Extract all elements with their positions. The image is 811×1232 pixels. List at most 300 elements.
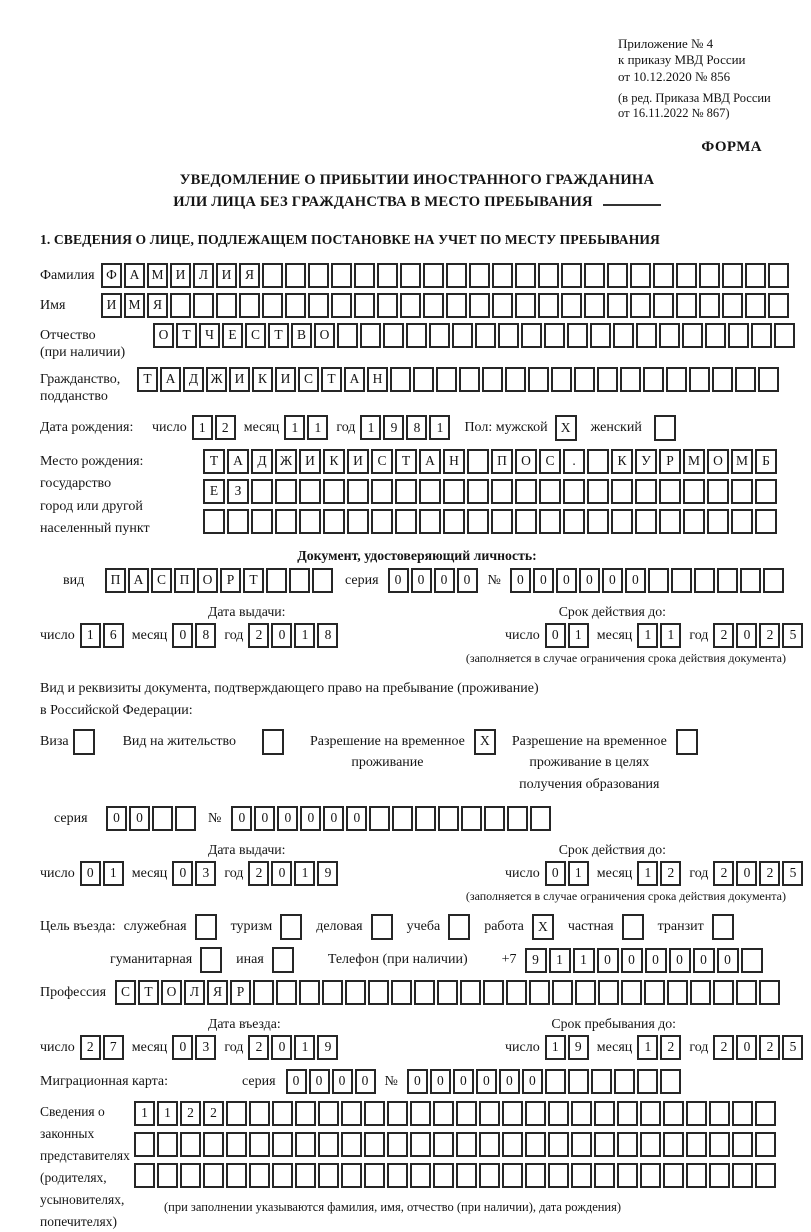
char-cell[interactable]	[414, 980, 435, 1005]
char-cell[interactable]: X	[474, 729, 496, 755]
char-cell[interactable]: 0	[533, 568, 554, 593]
char-cell[interactable]	[467, 509, 489, 534]
char-cell[interactable]: А	[344, 367, 365, 392]
char-cell[interactable]	[383, 323, 404, 348]
char-cell[interactable]	[768, 263, 789, 288]
char-cell[interactable]: Т	[243, 568, 264, 593]
char-cell[interactable]: 5	[782, 861, 803, 886]
char-cell[interactable]: 0	[602, 568, 623, 593]
char-cell[interactable]: 2	[660, 861, 681, 886]
char-cell[interactable]	[758, 367, 779, 392]
char-cell[interactable]: 5	[782, 1035, 803, 1060]
char-cell[interactable]	[341, 1101, 362, 1126]
char-cell[interactable]	[663, 1132, 684, 1157]
char-cell[interactable]	[308, 263, 329, 288]
char-cell[interactable]	[410, 1163, 431, 1188]
char-cell[interactable]: 2	[248, 623, 269, 648]
char-cell[interactable]	[571, 1101, 592, 1126]
char-cell[interactable]	[371, 914, 393, 940]
char-cell[interactable]	[584, 263, 605, 288]
char-cell[interactable]	[226, 1163, 247, 1188]
char-cell[interactable]: 1	[568, 623, 589, 648]
char-cell[interactable]	[686, 1163, 707, 1188]
char-cell[interactable]	[611, 479, 633, 504]
char-cell[interactable]	[341, 1163, 362, 1188]
char-cell[interactable]	[429, 323, 450, 348]
char-cell[interactable]: 0	[669, 948, 691, 973]
char-cell[interactable]: Т	[395, 449, 417, 474]
char-cell[interactable]	[475, 323, 496, 348]
char-cell[interactable]: Я	[239, 263, 260, 288]
char-cell[interactable]: У	[635, 449, 657, 474]
char-cell[interactable]	[443, 509, 465, 534]
char-cell[interactable]	[506, 980, 527, 1005]
char-cell[interactable]: Т	[176, 323, 197, 348]
char-cell[interactable]	[663, 1101, 684, 1126]
char-cell[interactable]	[671, 568, 692, 593]
char-cell[interactable]	[561, 263, 582, 288]
char-cell[interactable]	[479, 1101, 500, 1126]
char-cell[interactable]	[446, 293, 467, 318]
char-cell[interactable]	[170, 293, 191, 318]
char-cell[interactable]: 0	[106, 806, 127, 831]
char-cell[interactable]	[452, 323, 473, 348]
char-cell[interactable]	[249, 1101, 270, 1126]
char-cell[interactable]: 7	[103, 1035, 124, 1060]
char-cell[interactable]	[525, 1101, 546, 1126]
char-cell[interactable]: М	[147, 263, 168, 288]
char-cell[interactable]: 1	[573, 948, 595, 973]
char-cell[interactable]	[345, 980, 366, 1005]
char-cell[interactable]	[544, 323, 565, 348]
char-cell[interactable]	[676, 293, 697, 318]
char-cell[interactable]	[299, 479, 321, 504]
char-cell[interactable]	[469, 293, 490, 318]
char-cell[interactable]	[587, 509, 609, 534]
char-cell[interactable]	[387, 1101, 408, 1126]
char-cell[interactable]	[732, 1132, 753, 1157]
char-cell[interactable]: Ж	[206, 367, 227, 392]
char-cell[interactable]: Т	[321, 367, 342, 392]
char-cell[interactable]	[759, 980, 780, 1005]
char-cell[interactable]: О	[153, 323, 174, 348]
char-cell[interactable]	[395, 479, 417, 504]
char-cell[interactable]	[308, 293, 329, 318]
char-cell[interactable]	[484, 806, 505, 831]
char-cell[interactable]	[755, 479, 777, 504]
char-cell[interactable]	[611, 509, 633, 534]
char-cell[interactable]	[731, 509, 753, 534]
char-cell[interactable]	[251, 479, 273, 504]
char-cell[interactable]: 0	[476, 1069, 497, 1094]
char-cell[interactable]: Я	[207, 980, 228, 1005]
char-cell[interactable]: 0	[411, 568, 432, 593]
char-cell[interactable]: А	[160, 367, 181, 392]
char-cell[interactable]: 0	[129, 806, 150, 831]
char-cell[interactable]	[152, 806, 173, 831]
char-cell[interactable]	[347, 479, 369, 504]
char-cell[interactable]	[369, 806, 390, 831]
char-cell[interactable]	[299, 980, 320, 1005]
char-cell[interactable]: 1	[637, 1035, 658, 1060]
char-cell[interactable]	[337, 323, 358, 348]
char-cell[interactable]	[636, 323, 657, 348]
char-cell[interactable]: 2	[215, 415, 236, 440]
char-cell[interactable]: 3	[195, 861, 216, 886]
char-cell[interactable]	[643, 367, 664, 392]
char-cell[interactable]	[552, 980, 573, 1005]
char-cell[interactable]: 1	[134, 1101, 155, 1126]
char-cell[interactable]	[364, 1101, 385, 1126]
char-cell[interactable]: 1	[192, 415, 213, 440]
char-cell[interactable]	[400, 263, 421, 288]
char-cell[interactable]	[545, 1069, 566, 1094]
char-cell[interactable]	[193, 293, 214, 318]
char-cell[interactable]	[249, 1132, 270, 1157]
char-cell[interactable]: 2	[713, 1035, 734, 1060]
char-cell[interactable]: 0	[499, 1069, 520, 1094]
char-cell[interactable]: X	[532, 914, 554, 940]
char-cell[interactable]	[607, 293, 628, 318]
char-cell[interactable]	[203, 1132, 224, 1157]
char-cell[interactable]	[621, 980, 642, 1005]
char-cell[interactable]: О	[314, 323, 335, 348]
char-cell[interactable]: 8	[317, 623, 338, 648]
char-cell[interactable]	[483, 980, 504, 1005]
char-cell[interactable]	[538, 263, 559, 288]
char-cell[interactable]: 1	[80, 623, 101, 648]
char-cell[interactable]: 0	[172, 861, 193, 886]
char-cell[interactable]	[594, 1163, 615, 1188]
char-cell[interactable]	[272, 947, 294, 973]
char-cell[interactable]	[660, 1069, 681, 1094]
char-cell[interactable]	[251, 509, 273, 534]
char-cell[interactable]: 0	[597, 948, 619, 973]
char-cell[interactable]	[272, 1101, 293, 1126]
char-cell[interactable]	[539, 479, 561, 504]
char-cell[interactable]: 9	[525, 948, 547, 973]
char-cell[interactable]: 9	[383, 415, 404, 440]
char-cell[interactable]	[276, 980, 297, 1005]
char-cell[interactable]: Л	[184, 980, 205, 1005]
char-cell[interactable]: 1	[294, 623, 315, 648]
char-cell[interactable]	[682, 323, 703, 348]
char-cell[interactable]: 6	[103, 623, 124, 648]
char-cell[interactable]	[740, 568, 761, 593]
char-cell[interactable]: Т	[137, 367, 158, 392]
char-cell[interactable]: 2	[180, 1101, 201, 1126]
char-cell[interactable]	[410, 1132, 431, 1157]
char-cell[interactable]	[289, 568, 310, 593]
char-cell[interactable]	[561, 293, 582, 318]
char-cell[interactable]: 2	[80, 1035, 101, 1060]
char-cell[interactable]: 1	[284, 415, 305, 440]
char-cell[interactable]: 8	[406, 415, 427, 440]
char-cell[interactable]: 0	[625, 568, 646, 593]
char-cell[interactable]	[456, 1132, 477, 1157]
char-cell[interactable]	[364, 1132, 385, 1157]
char-cell[interactable]: Е	[203, 479, 225, 504]
char-cell[interactable]	[591, 1069, 612, 1094]
char-cell[interactable]: И	[170, 263, 191, 288]
char-cell[interactable]: 1	[103, 861, 124, 886]
char-cell[interactable]	[479, 1163, 500, 1188]
char-cell[interactable]	[323, 509, 345, 534]
char-cell[interactable]: А	[124, 263, 145, 288]
char-cell[interactable]	[768, 293, 789, 318]
char-cell[interactable]: 0	[323, 806, 344, 831]
char-cell[interactable]: Р	[230, 980, 251, 1005]
char-cell[interactable]	[443, 479, 465, 504]
char-cell[interactable]	[469, 263, 490, 288]
char-cell[interactable]	[413, 367, 434, 392]
char-cell[interactable]	[515, 293, 536, 318]
char-cell[interactable]: И	[216, 263, 237, 288]
char-cell[interactable]: 0	[388, 568, 409, 593]
char-cell[interactable]: 8	[195, 623, 216, 648]
char-cell[interactable]	[377, 263, 398, 288]
char-cell[interactable]	[584, 293, 605, 318]
char-cell[interactable]	[502, 1132, 523, 1157]
char-cell[interactable]	[203, 1163, 224, 1188]
char-cell[interactable]	[667, 980, 688, 1005]
char-cell[interactable]	[741, 948, 763, 973]
char-cell[interactable]: З	[227, 479, 249, 504]
char-cell[interactable]	[575, 980, 596, 1005]
char-cell[interactable]	[587, 479, 609, 504]
char-cell[interactable]	[617, 1132, 638, 1157]
char-cell[interactable]	[630, 293, 651, 318]
char-cell[interactable]	[663, 1163, 684, 1188]
char-cell[interactable]	[262, 263, 283, 288]
char-cell[interactable]	[419, 479, 441, 504]
char-cell[interactable]: О	[161, 980, 182, 1005]
char-cell[interactable]	[415, 806, 436, 831]
char-cell[interactable]	[331, 263, 352, 288]
char-cell[interactable]: 1	[360, 415, 381, 440]
char-cell[interactable]	[467, 449, 489, 474]
char-cell[interactable]: 0	[172, 1035, 193, 1060]
char-cell[interactable]: 5	[782, 623, 803, 648]
char-cell[interactable]	[745, 293, 766, 318]
char-cell[interactable]	[318, 1132, 339, 1157]
char-cell[interactable]	[635, 509, 657, 534]
char-cell[interactable]	[505, 367, 526, 392]
char-cell[interactable]	[446, 263, 467, 288]
char-cell[interactable]	[521, 323, 542, 348]
char-cell[interactable]: О	[197, 568, 218, 593]
char-cell[interactable]: 0	[621, 948, 643, 973]
char-cell[interactable]: М	[731, 449, 753, 474]
char-cell[interactable]	[709, 1163, 730, 1188]
char-cell[interactable]	[676, 729, 698, 755]
char-cell[interactable]: 0	[271, 623, 292, 648]
char-cell[interactable]	[707, 479, 729, 504]
char-cell[interactable]	[239, 293, 260, 318]
char-cell[interactable]: 0	[510, 568, 531, 593]
char-cell[interactable]	[551, 367, 572, 392]
char-cell[interactable]	[354, 293, 375, 318]
char-cell[interactable]	[461, 806, 482, 831]
char-cell[interactable]	[492, 263, 513, 288]
char-cell[interactable]	[617, 1163, 638, 1188]
char-cell[interactable]	[637, 1069, 658, 1094]
char-cell[interactable]	[528, 367, 549, 392]
char-cell[interactable]	[180, 1132, 201, 1157]
char-cell[interactable]	[491, 479, 513, 504]
char-cell[interactable]	[456, 1101, 477, 1126]
char-cell[interactable]	[438, 806, 459, 831]
char-cell[interactable]: 0	[300, 806, 321, 831]
char-cell[interactable]	[275, 479, 297, 504]
char-cell[interactable]	[705, 323, 726, 348]
char-cell[interactable]: А	[128, 568, 149, 593]
char-cell[interactable]	[73, 729, 95, 755]
char-cell[interactable]: 1	[660, 623, 681, 648]
char-cell[interactable]	[728, 323, 749, 348]
char-cell[interactable]: 1	[637, 861, 658, 886]
char-cell[interactable]	[563, 479, 585, 504]
char-cell[interactable]: П	[105, 568, 126, 593]
char-cell[interactable]: И	[299, 449, 321, 474]
char-cell[interactable]	[134, 1132, 155, 1157]
char-cell[interactable]: 0	[309, 1069, 330, 1094]
char-cell[interactable]	[659, 479, 681, 504]
char-cell[interactable]	[712, 914, 734, 940]
char-cell[interactable]: Я	[147, 293, 168, 318]
char-cell[interactable]	[364, 1163, 385, 1188]
char-cell[interactable]	[423, 293, 444, 318]
char-cell[interactable]: 0	[736, 861, 757, 886]
char-cell[interactable]: О	[515, 449, 537, 474]
char-cell[interactable]	[617, 1101, 638, 1126]
char-cell[interactable]: 0	[355, 1069, 376, 1094]
char-cell[interactable]: 9	[317, 861, 338, 886]
char-cell[interactable]	[157, 1132, 178, 1157]
char-cell[interactable]	[755, 1101, 776, 1126]
char-cell[interactable]: 0	[545, 623, 566, 648]
char-cell[interactable]	[406, 323, 427, 348]
char-cell[interactable]	[448, 914, 470, 940]
char-cell[interactable]	[722, 293, 743, 318]
char-cell[interactable]	[175, 806, 196, 831]
char-cell[interactable]: 2	[248, 861, 269, 886]
char-cell[interactable]	[354, 263, 375, 288]
char-cell[interactable]	[699, 263, 720, 288]
char-cell[interactable]	[654, 415, 676, 441]
char-cell[interactable]	[249, 1163, 270, 1188]
char-cell[interactable]	[318, 1163, 339, 1188]
char-cell[interactable]	[622, 914, 644, 940]
char-cell[interactable]: 1	[294, 861, 315, 886]
char-cell[interactable]	[694, 568, 715, 593]
char-cell[interactable]	[371, 479, 393, 504]
char-cell[interactable]: 1	[549, 948, 571, 973]
char-cell[interactable]: Н	[367, 367, 388, 392]
char-cell[interactable]: 1	[568, 861, 589, 886]
char-cell[interactable]	[666, 367, 687, 392]
char-cell[interactable]: 2	[248, 1035, 269, 1060]
char-cell[interactable]: 2	[203, 1101, 224, 1126]
char-cell[interactable]	[492, 293, 513, 318]
char-cell[interactable]: М	[124, 293, 145, 318]
char-cell[interactable]	[530, 806, 551, 831]
char-cell[interactable]	[285, 293, 306, 318]
char-cell[interactable]	[387, 1132, 408, 1157]
char-cell[interactable]	[640, 1101, 661, 1126]
char-cell[interactable]	[200, 947, 222, 973]
char-cell[interactable]	[548, 1101, 569, 1126]
char-cell[interactable]: 0	[645, 948, 667, 973]
char-cell[interactable]: Т	[138, 980, 159, 1005]
char-cell[interactable]	[653, 263, 674, 288]
char-cell[interactable]: С	[371, 449, 393, 474]
char-cell[interactable]	[491, 509, 513, 534]
char-cell[interactable]	[391, 980, 412, 1005]
char-cell[interactable]	[613, 323, 634, 348]
char-cell[interactable]	[423, 263, 444, 288]
char-cell[interactable]: Л	[193, 263, 214, 288]
char-cell[interactable]: 0	[579, 568, 600, 593]
char-cell[interactable]	[134, 1163, 155, 1188]
char-cell[interactable]	[280, 914, 302, 940]
char-cell[interactable]: 0	[254, 806, 275, 831]
char-cell[interactable]	[285, 263, 306, 288]
char-cell[interactable]	[648, 568, 669, 593]
char-cell[interactable]	[295, 1101, 316, 1126]
char-cell[interactable]	[735, 367, 756, 392]
char-cell[interactable]	[712, 367, 733, 392]
char-cell[interactable]	[594, 1101, 615, 1126]
char-cell[interactable]: Т	[268, 323, 289, 348]
char-cell[interactable]: Н	[443, 449, 465, 474]
char-cell[interactable]	[568, 1069, 589, 1094]
char-cell[interactable]: 0	[556, 568, 577, 593]
char-cell[interactable]	[736, 980, 757, 1005]
char-cell[interactable]: 0	[271, 861, 292, 886]
char-cell[interactable]: X	[555, 415, 577, 441]
char-cell[interactable]	[195, 914, 217, 940]
char-cell[interactable]	[538, 293, 559, 318]
char-cell[interactable]: 1	[637, 623, 658, 648]
char-cell[interactable]	[295, 1163, 316, 1188]
char-cell[interactable]: Р	[220, 568, 241, 593]
char-cell[interactable]: 0	[346, 806, 367, 831]
char-cell[interactable]: 9	[568, 1035, 589, 1060]
char-cell[interactable]: О	[707, 449, 729, 474]
char-cell[interactable]: 2	[713, 861, 734, 886]
char-cell[interactable]	[253, 980, 274, 1005]
char-cell[interactable]	[433, 1101, 454, 1126]
char-cell[interactable]	[482, 367, 503, 392]
char-cell[interactable]: С	[539, 449, 561, 474]
char-cell[interactable]: К	[323, 449, 345, 474]
char-cell[interactable]	[676, 263, 697, 288]
char-cell[interactable]	[567, 323, 588, 348]
char-cell[interactable]: 0	[434, 568, 455, 593]
char-cell[interactable]: 2	[759, 861, 780, 886]
char-cell[interactable]	[571, 1163, 592, 1188]
char-cell[interactable]: Е	[222, 323, 243, 348]
char-cell[interactable]: М	[683, 449, 705, 474]
char-cell[interactable]: К	[252, 367, 273, 392]
char-cell[interactable]	[620, 367, 641, 392]
char-cell[interactable]	[644, 980, 665, 1005]
char-cell[interactable]	[180, 1163, 201, 1188]
char-cell[interactable]: 0	[522, 1069, 543, 1094]
char-cell[interactable]	[390, 367, 411, 392]
char-cell[interactable]	[262, 293, 283, 318]
